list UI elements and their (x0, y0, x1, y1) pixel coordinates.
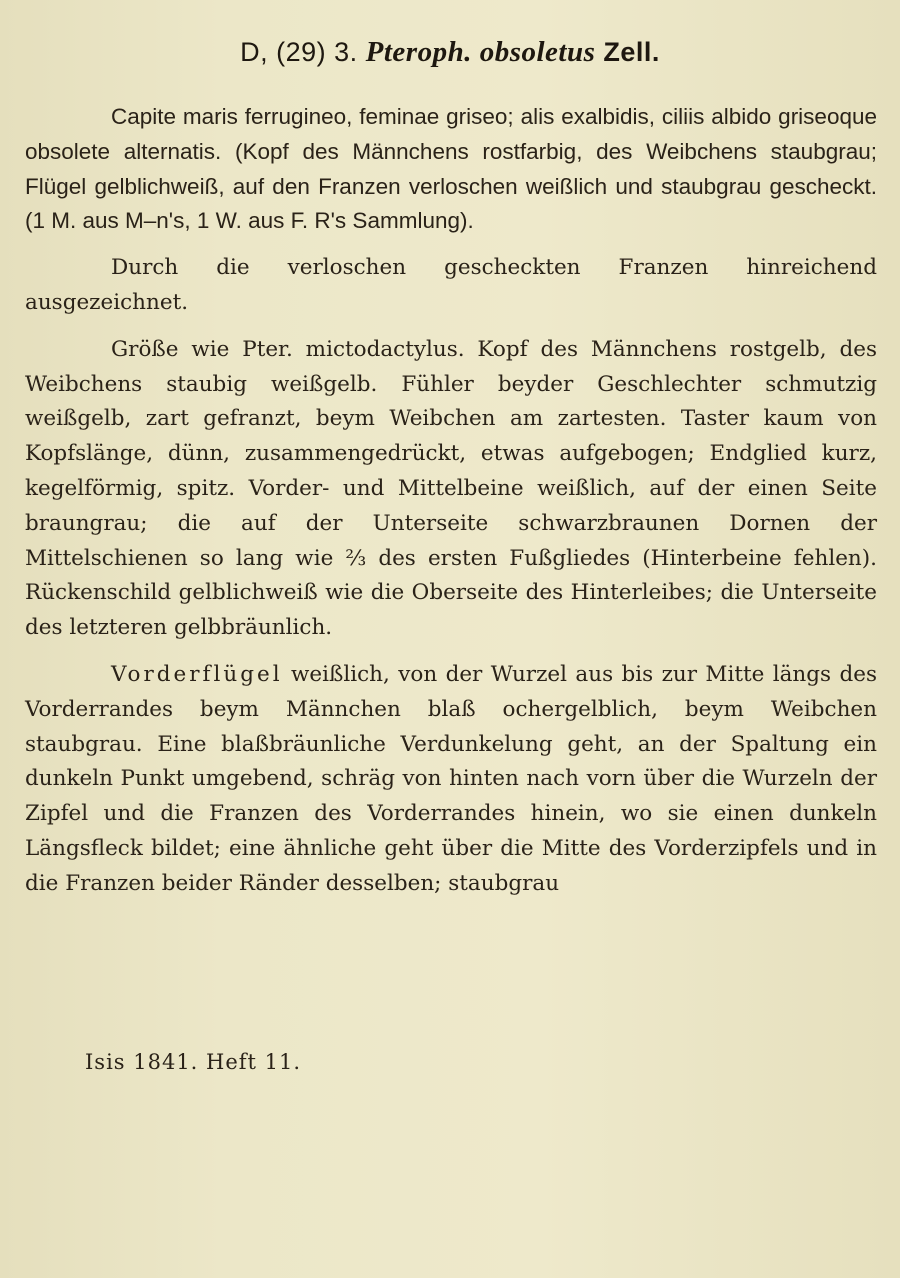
paragraph-diagnosis: Capite maris ferrugineo, feminae griseo; alis exalbidis, ciliis albido griseoque obsolete alternatis. (Kopf des Männchens rostfarbig, des Weibchens staubgrau; Flügel gelblichweiß, auf den Franzen verloschen weißlich und staubgrau gescheckt. (1 M. aus M–n's, 1 W. aus F. R's Sammlung). (25, 104, 877, 234)
body-text (25, 100, 877, 902)
forewing-text: weißlich, von der Wurzel aus bis zur Mitte längs des Vorderrandes beym Männchen blaß ochergelblich, beym Weibchen staubgrau. Eine blaßbräunliche Verdunkelung geht, an der Spaltung ein dunkeln Punkt umgebend, schräg von hinten nach vorn über die Wurzeln der Zipfel und die Franzen des Vorderrandes hinein, wo sie einen dunkeln Längsfleck bildet; eine ähnliche geht über die Mitte des Vorderzipfels und in die Franzen beider Ränder desselben; staubgrau (25, 661, 877, 896)
paragraph-description: Größe wie Pter. mictodactylus. Kopf des Männchens rostgelb, des Weibchens staubig weißgelb. Fühler beyder Geschlechter schmutzig weißgelb, zart gefranzt, beym Weibchen am zartesten. Taster kaum von Kopfslänge, dünn, zusammengedrückt, etwas aufgebogen; Endglied kurz, kegelförmig, spitz. Vorder- und Mittelbeine weißlich, auf der einen Seite braungrau; die auf der Unterseite schwarzbraunen Dornen der Mittelschienen so lang wie ⅔ des ersten Fußgliedes (Hinterbeine fehlen). Rückenschild gelblichweiß wie die Oberseite des Hinterleibes; die Unterseite des letzteren gelbbräunlich. (25, 336, 877, 641)
species-author: Zell. (603, 37, 660, 67)
running-head-prefix: D, (29) 3. (240, 37, 358, 67)
paragraph-forewing (25, 658, 877, 902)
species-name: Pteroph. obsoletus (365, 36, 596, 68)
signature-line: Isis 1841. Heft 11. (85, 1050, 302, 1074)
paragraph-distinction: Durch die verloschen gescheckten Franzen hinreichend ausgezeichnet. (25, 255, 877, 315)
forewing-heading: Vorderflügel (111, 661, 283, 687)
running-head (0, 36, 900, 69)
